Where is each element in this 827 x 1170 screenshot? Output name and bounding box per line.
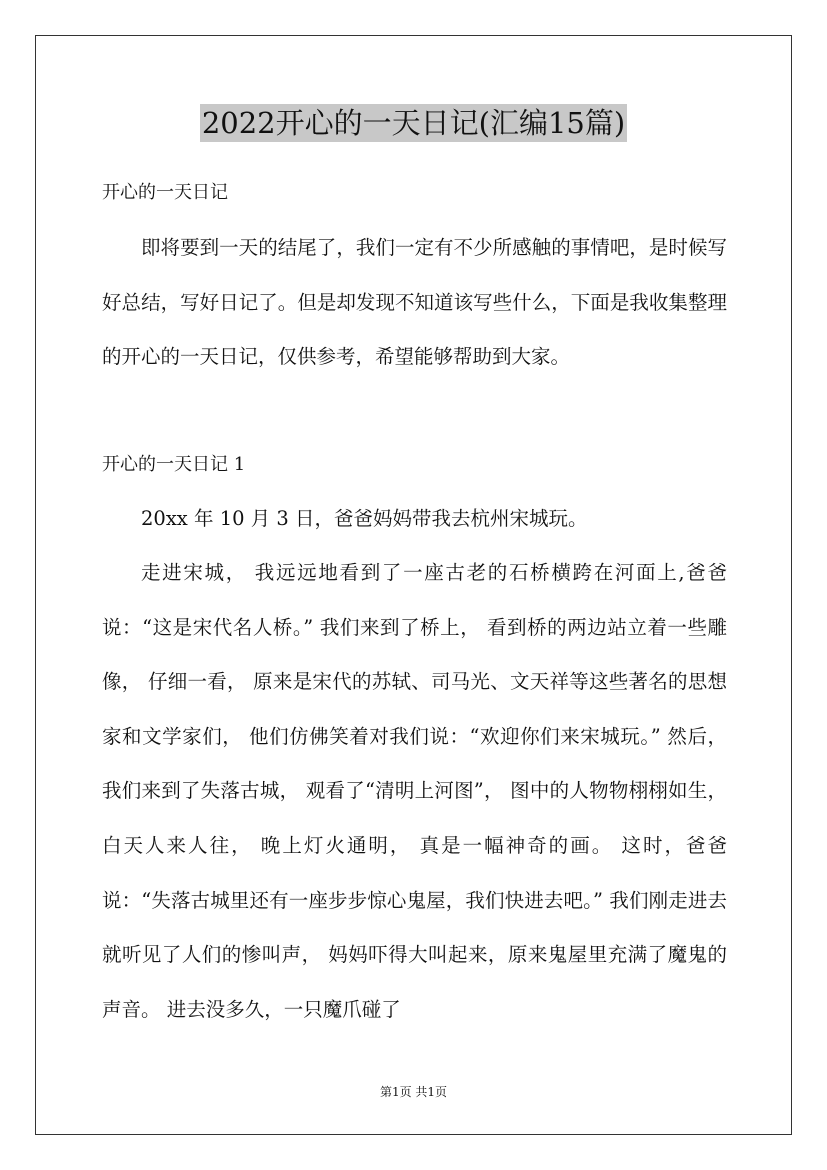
paragraph-1: 20xx 年 10 月 3 日，爸爸妈妈带我去杭州宋城玩。 (141, 507, 588, 530)
page-footer: 第1页 共1页 (379, 1085, 448, 1099)
intro-paragraph: 即将要到一天的结尾了，我们一定有不少所感触的事情吧，是时候写好总结，写好日记了。但是却发现不知道该写些什么，下面是我收集整理的开心的一天日记，仅供参考，希望能够帮助到大家。 (102, 236, 727, 369)
title-container (0, 104, 827, 142)
paragraph-2: 走进宋城， 我远远地看到了一座古老的石桥横跨在河面上,爸爸说：“这是宋代名人桥。” 我们来到了桥上， 看到桥的两边站立着一些雕像， 仔细一看， 原来是宋代的苏轼、司马光、文天祥等这些著名的思想家和文学家们， 他们仿佛笑着对我们说：“欢迎你们来宋城玩。” 然后， 我们来到了失落古城， 观看了“清明上河图”， 图中的人物物栩栩如生， 白天人来人往， 晚上灯火通明， 真是一幅神奇的画。 这时，爸爸说：“失落古城里还有一座步步惊心鬼屋，我们快进去吧。” 我们刚走进去就听见了人们的惨叫声， 妈妈吓得大叫起来，原来鬼屋里充满了魔鬼的声音。 进去没多久，一只魔爪碰了 (102, 561, 727, 1021)
intro-heading: 开心的一天日记 (102, 182, 228, 203)
section-heading: 开心的一天日记 1 (102, 454, 246, 475)
document-title: 2022开心的一天日记(汇编15篇) (201, 106, 626, 140)
